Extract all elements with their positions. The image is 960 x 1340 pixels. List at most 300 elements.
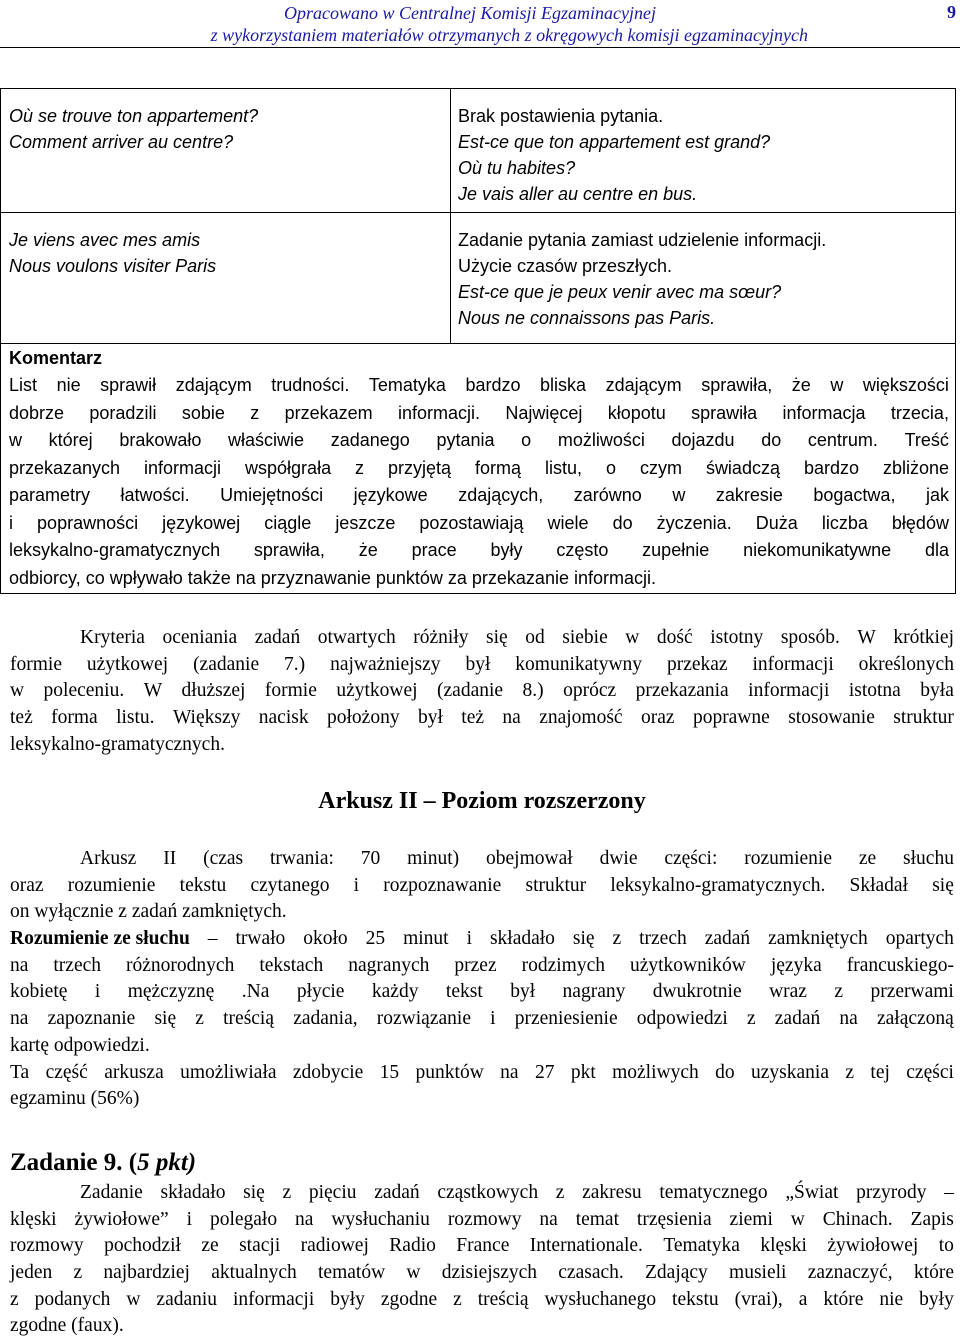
word: prace bbox=[411, 540, 457, 560]
word: której bbox=[48, 430, 93, 450]
word: minut) bbox=[407, 848, 460, 869]
word: ze bbox=[201, 1235, 219, 1257]
text-line bbox=[10, 899, 954, 926]
text-line bbox=[10, 926, 954, 953]
table-cell-r1-left bbox=[9, 103, 258, 155]
arkusz-paragraph bbox=[10, 846, 954, 1113]
word: stacji bbox=[239, 1235, 281, 1257]
text-line bbox=[10, 1260, 954, 1287]
word: z bbox=[746, 1008, 756, 1030]
word: tekstach bbox=[259, 954, 324, 976]
word: na bbox=[500, 1061, 519, 1083]
word: czytanego bbox=[250, 874, 330, 896]
text-line bbox=[10, 873, 954, 900]
word: arkusza bbox=[104, 1061, 164, 1083]
word: przekazem bbox=[284, 402, 373, 423]
word: się bbox=[486, 627, 508, 648]
word: pkt bbox=[570, 1061, 596, 1083]
word: (czas bbox=[203, 848, 244, 869]
table-cell-line: Zadanie pytania zamiast udzielenie informacji. bbox=[458, 230, 827, 250]
word: w bbox=[790, 1208, 805, 1230]
word: tej bbox=[870, 1061, 890, 1083]
word: istotna bbox=[848, 680, 901, 702]
bold-lead: Rozumienie ze słuchu bbox=[10, 928, 190, 950]
word: był bbox=[510, 981, 536, 1003]
word: Internationale. bbox=[529, 1235, 643, 1257]
word: II bbox=[163, 848, 177, 869]
word: były bbox=[919, 1288, 954, 1310]
word: cząstkowych bbox=[437, 1182, 539, 1203]
text-line bbox=[10, 1313, 954, 1340]
word: oraz bbox=[640, 707, 675, 729]
word: 27 bbox=[534, 1061, 555, 1083]
text-line bbox=[10, 1180, 954, 1207]
word: współgrała bbox=[245, 457, 332, 478]
word: dwie bbox=[599, 848, 638, 869]
word: Chinach. bbox=[822, 1208, 893, 1230]
word: dłuższej bbox=[181, 680, 246, 702]
word: W bbox=[857, 627, 876, 648]
word: użytkowników bbox=[629, 954, 746, 976]
word: części: bbox=[664, 848, 718, 869]
word: poleceniu. bbox=[43, 680, 125, 702]
word: leksykalno-gramatycznych bbox=[9, 540, 221, 560]
word: czym bbox=[639, 457, 682, 478]
word: pochodził bbox=[104, 1235, 181, 1257]
word: w bbox=[672, 485, 686, 505]
criteria-paragraph bbox=[10, 625, 954, 758]
word: trwało bbox=[235, 928, 286, 950]
word: sprawiła bbox=[691, 402, 758, 423]
word: trzech bbox=[53, 954, 102, 976]
word: przeniesienie bbox=[514, 1008, 618, 1030]
word: liczba bbox=[821, 512, 868, 533]
word: klęski bbox=[10, 1208, 57, 1230]
word: i bbox=[186, 1208, 193, 1230]
zadanie-heading: Zadanie 9. (5 pkt) bbox=[10, 1149, 197, 1176]
table-cell-line: Où se trouve ton appartement? bbox=[9, 106, 259, 126]
word: tematów bbox=[318, 1262, 386, 1284]
word: na bbox=[10, 954, 29, 976]
word: Arkusz bbox=[80, 848, 137, 869]
word: formie bbox=[264, 680, 317, 702]
section-title: Arkusz II – Poziom rozszerzony bbox=[318, 788, 646, 814]
word: i bbox=[94, 981, 101, 1003]
word: się bbox=[932, 874, 954, 896]
word: zdobycie bbox=[292, 1061, 364, 1083]
zadanie-lines bbox=[10, 1180, 954, 1340]
word: się bbox=[243, 1182, 265, 1203]
word: siebie bbox=[562, 627, 608, 648]
word: najbardziej bbox=[103, 1262, 190, 1284]
word: komunikatywny bbox=[515, 653, 643, 675]
word: możliwych bbox=[612, 1061, 699, 1083]
word: zgodne bbox=[380, 1288, 438, 1310]
word: treścią bbox=[477, 1288, 529, 1310]
word: kłopotu bbox=[607, 402, 666, 423]
word: .Na bbox=[241, 981, 270, 1003]
word: niekomunikatywne bbox=[743, 540, 892, 560]
table-divider-row2 bbox=[1, 343, 955, 344]
text-line bbox=[9, 565, 949, 593]
word: z bbox=[10, 1288, 19, 1310]
word: wiele bbox=[547, 512, 589, 533]
word: dzisiejszych bbox=[441, 1262, 538, 1284]
word: opartych bbox=[885, 928, 954, 950]
word: zakresie bbox=[715, 485, 783, 505]
word: bogactwa, bbox=[813, 485, 896, 505]
table-cell-r1-right bbox=[458, 103, 770, 207]
word: brakowało bbox=[119, 430, 202, 450]
word: wysłuchanego bbox=[544, 1288, 657, 1310]
word: znajomość bbox=[539, 707, 623, 729]
word: jeden bbox=[10, 1262, 53, 1284]
text-line bbox=[10, 1033, 954, 1060]
word: on wyłącznie z zadań zamkniętych. bbox=[10, 901, 287, 923]
word: zadanego bbox=[330, 430, 410, 450]
word: były bbox=[490, 540, 523, 560]
word: języka bbox=[770, 954, 822, 976]
word: rozumienie bbox=[67, 874, 156, 896]
text-line bbox=[10, 846, 954, 873]
word: przekazanych bbox=[9, 457, 121, 478]
word: różniły bbox=[413, 627, 469, 648]
word: załączoną bbox=[876, 1008, 954, 1030]
text-line bbox=[10, 1207, 954, 1234]
header-line-2: z wykorzystaniem materiałów otrzymanych z okręgowych komisji egzaminacyjnych bbox=[210, 25, 808, 45]
word: łatwości. bbox=[120, 485, 190, 505]
word: tekst bbox=[445, 981, 483, 1003]
word: żywiołowe” bbox=[74, 1208, 169, 1230]
word: pięciu bbox=[308, 1182, 357, 1203]
word: na bbox=[539, 1208, 558, 1230]
word: zdającym bbox=[605, 375, 682, 395]
word: dość bbox=[656, 627, 693, 648]
word: jak bbox=[925, 485, 949, 505]
word: 70 bbox=[360, 848, 381, 869]
word: trzecia, bbox=[890, 402, 949, 423]
word: językowej bbox=[162, 512, 241, 533]
word: świadczą bbox=[705, 457, 780, 478]
word: zadań bbox=[704, 928, 751, 950]
text-line bbox=[10, 705, 954, 732]
word: temat bbox=[575, 1208, 620, 1230]
word: rozmowy bbox=[10, 1235, 84, 1257]
word: nacisk bbox=[258, 707, 309, 729]
word: ciągle bbox=[264, 512, 312, 533]
word: jeszcze bbox=[335, 512, 396, 533]
word: nagranych bbox=[348, 954, 430, 976]
word: zamkniętych bbox=[768, 928, 868, 950]
word: pytania bbox=[436, 430, 495, 450]
word: z bbox=[453, 1288, 462, 1310]
word: i bbox=[9, 512, 13, 533]
word: 8.) bbox=[522, 680, 544, 702]
word: 7.) bbox=[284, 653, 306, 675]
word: położony bbox=[327, 707, 400, 729]
word: większości bbox=[862, 375, 949, 395]
word: oprócz bbox=[563, 680, 617, 702]
table-cell-line: Użycie czasów przeszłych. bbox=[458, 256, 673, 276]
word: w bbox=[126, 1288, 141, 1310]
table-cell-line: Où tu habites? bbox=[458, 158, 576, 178]
word: Radio bbox=[389, 1235, 436, 1257]
word: W bbox=[143, 680, 163, 702]
word: klęski bbox=[760, 1235, 807, 1257]
word: w bbox=[625, 627, 640, 648]
word: zdającym bbox=[175, 375, 252, 395]
word: użytkowej bbox=[336, 680, 418, 702]
word: zadań bbox=[254, 627, 301, 648]
word: dla bbox=[924, 540, 949, 560]
word: Większy bbox=[172, 707, 241, 729]
word: w bbox=[830, 375, 844, 395]
word: parametry bbox=[9, 485, 91, 505]
header-line-1: Opracowano w Centralnej Komisji Egzaminacyjnej bbox=[284, 3, 656, 23]
text-line bbox=[9, 400, 949, 428]
word: rodzimych bbox=[521, 954, 605, 976]
word: z bbox=[195, 1008, 204, 1030]
word: podanych bbox=[34, 1288, 111, 1310]
word: oraz bbox=[10, 874, 44, 896]
word: z bbox=[73, 1262, 83, 1284]
word: formą bbox=[475, 457, 522, 478]
word: słuchu bbox=[903, 848, 954, 869]
comment-lines bbox=[9, 372, 949, 592]
word: przyjętą bbox=[388, 457, 452, 478]
word: części bbox=[906, 1061, 954, 1083]
word: leksykalno-gramatycznych. bbox=[610, 874, 826, 896]
word: w bbox=[406, 1262, 421, 1284]
text-line bbox=[10, 678, 954, 705]
word: pozostawiają bbox=[419, 512, 524, 533]
word: przyrody bbox=[856, 1182, 927, 1203]
word: bliska bbox=[540, 375, 587, 395]
word: do bbox=[715, 1061, 735, 1083]
word: polegało bbox=[209, 1208, 278, 1230]
word: językowe bbox=[353, 485, 428, 505]
page-number: 9 bbox=[947, 2, 956, 22]
word: na bbox=[502, 707, 521, 729]
word: błędów bbox=[891, 512, 949, 533]
table-cell-r2-left bbox=[9, 227, 216, 279]
word: tekstu bbox=[672, 1288, 719, 1310]
table-cell-line: Est-ce que ton appartement est grand? bbox=[458, 132, 771, 152]
word: rozpoznawanie bbox=[383, 874, 502, 896]
word: obejmował bbox=[486, 848, 573, 869]
text-line bbox=[9, 372, 949, 400]
word: zadań bbox=[774, 1008, 821, 1030]
page-header bbox=[0, 0, 960, 48]
word: zbliżone bbox=[882, 457, 949, 478]
word: nagrany bbox=[562, 981, 626, 1003]
word: listu, bbox=[545, 457, 583, 478]
word: o bbox=[605, 457, 616, 478]
evaluation-table bbox=[0, 88, 956, 594]
word: dwukrotnie bbox=[652, 981, 742, 1003]
arkusz-lines-2 bbox=[10, 953, 954, 1113]
word: na bbox=[839, 1008, 858, 1030]
word: leksykalno-gramatycznych. bbox=[10, 733, 225, 755]
word: kobietę bbox=[10, 981, 68, 1003]
word: musieli bbox=[729, 1262, 787, 1284]
text-line bbox=[10, 625, 954, 652]
word: przerwami bbox=[870, 981, 954, 1003]
word: określonych bbox=[858, 653, 954, 675]
word: zaznaczyć, bbox=[807, 1262, 893, 1284]
word: sprawił bbox=[100, 375, 157, 395]
word: składało bbox=[489, 928, 555, 950]
word: struktur bbox=[893, 707, 954, 729]
word: trzech bbox=[639, 928, 687, 950]
word: krótkiej bbox=[893, 627, 954, 648]
word: płycie bbox=[296, 981, 345, 1003]
word: mężczyznę bbox=[127, 981, 215, 1003]
word: zadania, bbox=[293, 1008, 358, 1030]
word: trudności. bbox=[271, 375, 350, 395]
word: nie bbox=[56, 375, 81, 395]
word: dobrze bbox=[9, 402, 65, 423]
word: bardzo bbox=[803, 457, 859, 478]
text-line bbox=[9, 510, 949, 538]
word: z bbox=[834, 981, 844, 1003]
text-line bbox=[10, 1233, 954, 1260]
word: ze bbox=[858, 848, 877, 869]
word: punktów bbox=[415, 1061, 484, 1083]
word: rozumienie bbox=[744, 848, 832, 869]
word: wraz bbox=[769, 981, 807, 1003]
word: aktualnych bbox=[211, 1262, 297, 1284]
word: najważniejszy bbox=[330, 653, 441, 675]
word: z bbox=[555, 1182, 565, 1203]
word: treścią bbox=[223, 1008, 275, 1030]
word: stosowanie bbox=[788, 707, 875, 729]
word: był bbox=[417, 707, 443, 729]
word: francuskiego- bbox=[846, 954, 954, 976]
word: 15 bbox=[379, 1061, 400, 1083]
zadanie-paragraph bbox=[10, 1180, 954, 1340]
word: z bbox=[282, 1182, 292, 1203]
header-rule bbox=[0, 47, 960, 48]
text-line bbox=[10, 1060, 954, 1087]
word: to bbox=[938, 1235, 954, 1257]
word: z bbox=[250, 402, 260, 423]
text-line bbox=[9, 427, 949, 455]
word: i bbox=[490, 1008, 496, 1030]
criteria-lines bbox=[10, 625, 954, 758]
word: Ta bbox=[10, 1061, 30, 1083]
table-cell-line: Nous ne connaissons pas Paris. bbox=[458, 308, 716, 328]
word: zakresu bbox=[582, 1182, 642, 1203]
word: przez bbox=[454, 954, 497, 976]
word: około bbox=[303, 928, 348, 950]
word: dojazdu bbox=[671, 430, 735, 450]
word: się bbox=[154, 1008, 177, 1030]
word: różnorodnych bbox=[126, 954, 235, 976]
word: bardzo bbox=[465, 375, 521, 395]
word: centrum. bbox=[807, 430, 878, 450]
word: był bbox=[465, 653, 491, 675]
word: użytkowej bbox=[86, 653, 169, 675]
word: poprawne bbox=[692, 707, 770, 729]
word: każdy bbox=[371, 981, 419, 1003]
word: były bbox=[330, 1288, 365, 1310]
word: które bbox=[913, 1262, 954, 1284]
word: (zadanie bbox=[193, 653, 260, 675]
word: informacji bbox=[752, 653, 834, 675]
text-line bbox=[10, 1287, 954, 1314]
word: informacji bbox=[144, 457, 222, 478]
word: czasach. bbox=[558, 1262, 624, 1284]
table-cell-line: Comment arriver au centre? bbox=[9, 132, 234, 152]
word: Zadanie bbox=[80, 1182, 143, 1203]
word: listu. bbox=[116, 707, 155, 729]
word: zupełnie bbox=[642, 540, 710, 560]
word: wysłuchaniu bbox=[331, 1208, 430, 1230]
word: formie bbox=[10, 653, 62, 675]
text-line bbox=[10, 979, 954, 1006]
word: możliwości bbox=[557, 430, 645, 450]
word: „Świat bbox=[785, 1182, 839, 1203]
word: o bbox=[521, 430, 532, 450]
word: Treść bbox=[904, 430, 949, 450]
word: była bbox=[920, 680, 954, 702]
word: sposób. bbox=[780, 627, 840, 648]
word: otwartych bbox=[317, 627, 396, 648]
word: struktur bbox=[525, 874, 587, 896]
comment-title: Komentarz bbox=[9, 348, 103, 368]
word: życzenia. bbox=[656, 512, 732, 533]
word: zadań bbox=[374, 1182, 420, 1203]
word: zgodne (faux). bbox=[10, 1315, 124, 1337]
word: trzęsienia bbox=[636, 1208, 712, 1230]
word: z bbox=[612, 928, 622, 950]
word: informacji bbox=[748, 680, 830, 702]
word: informacji bbox=[233, 1288, 315, 1310]
word: rozmowy bbox=[447, 1208, 522, 1230]
word: Kryteria bbox=[80, 627, 145, 648]
word: Umiejętności bbox=[220, 485, 324, 505]
word: Tematyka bbox=[368, 375, 446, 395]
arkusz-lines bbox=[10, 846, 954, 926]
text-line bbox=[10, 1006, 954, 1033]
word: tekstu bbox=[179, 874, 227, 896]
word: radiowej bbox=[300, 1235, 369, 1257]
word: oceniania bbox=[162, 627, 238, 648]
word: forma bbox=[51, 707, 98, 729]
table-cell-line: Je vais aller au centre en bus. bbox=[458, 184, 698, 204]
word: zdających, bbox=[458, 485, 544, 505]
word: że bbox=[358, 540, 378, 560]
word: informacja bbox=[782, 402, 866, 423]
word: a bbox=[798, 1288, 808, 1310]
text-line bbox=[9, 537, 949, 565]
word: przekazania bbox=[635, 680, 729, 702]
word: ziemi bbox=[729, 1208, 773, 1230]
word: w bbox=[9, 430, 22, 450]
word: w bbox=[10, 680, 25, 702]
word: na bbox=[295, 1208, 314, 1230]
word: trwania: bbox=[270, 848, 334, 869]
word: właściwie bbox=[228, 430, 305, 450]
table-cell-line: Brak postawienia pytania. bbox=[458, 106, 664, 126]
word: sobie bbox=[181, 402, 225, 423]
word: Duża bbox=[755, 512, 798, 533]
word: – bbox=[207, 928, 218, 950]
word: – bbox=[944, 1182, 954, 1203]
word: tematycznego bbox=[659, 1182, 768, 1203]
text-line bbox=[10, 1086, 954, 1113]
